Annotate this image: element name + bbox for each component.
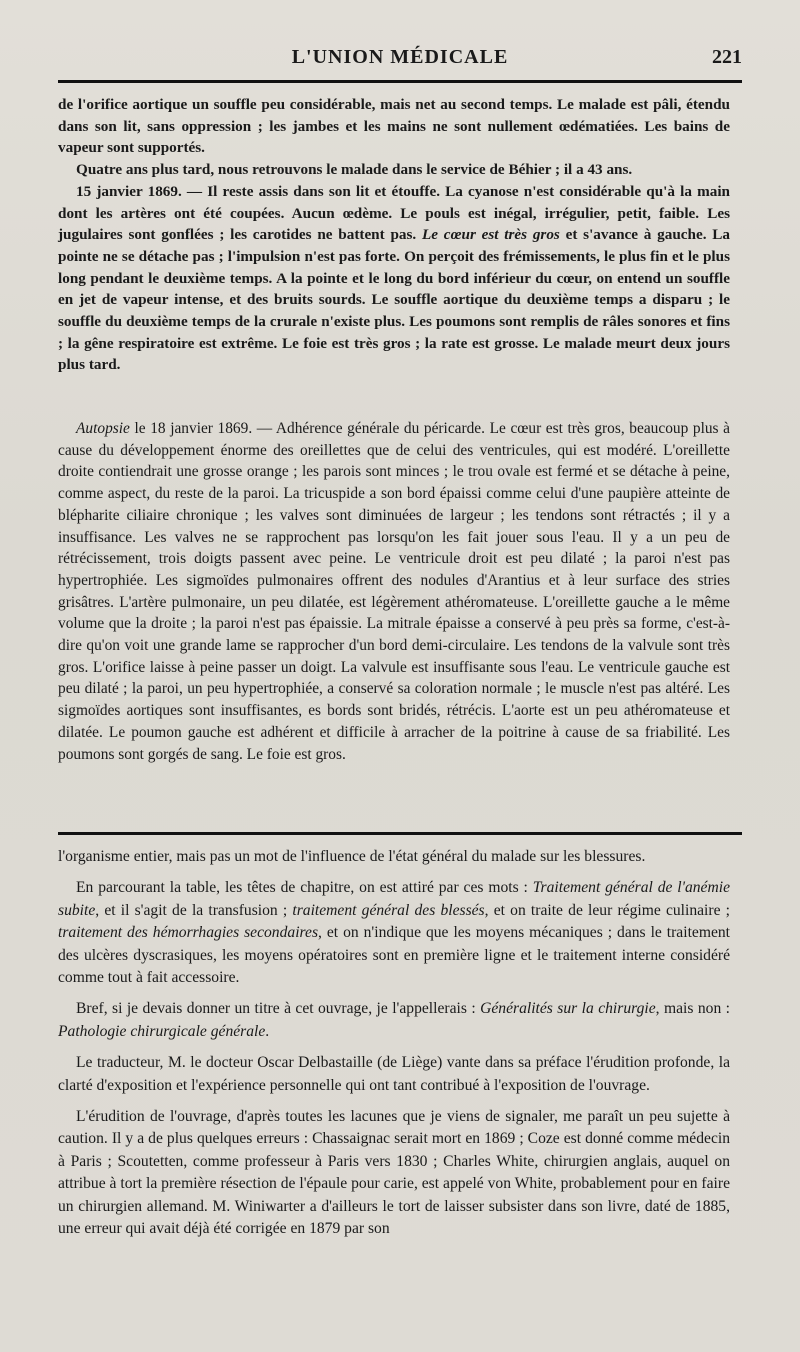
review-text: Bref, si je devais donner un titre à cet ouvrage, je l'appellerais : (76, 1000, 476, 1018)
review-text: . (265, 1022, 270, 1040)
review-emphasis: traitement des hémorrhagies secondaires (58, 924, 319, 942)
review-text: , et on traite de leur régime culinaire ; (484, 901, 731, 919)
review-text: , et on n'indique que les moyens mécaniques ; dans le traitement des ulcères dyscrasiques, les moyens opératoires sont en première ligne et le traitement interne considéré comme tout à fait accessoire. (58, 924, 730, 987)
autopsy-text: le 18 janvier 1869. — Adhérence générale du péricarde. Le cœur est très gros, beaucoup plus à cause du développement énorme des oreillettes que de celui des ventricules, qui est modéré. L'oreillette droite contiendrait une grosse orange ; les parois sont minces ; le trou ovale est fermé et se détache à peine, comme aspect, du reste de la paroi. La tricuspide a son bord épaissi comme celui d'une paupière atteinte de blépharite ciliaire chronique ; les valves sont diminuées de largeur ; les tendons sont rétractés ; il y a insuffisance. Les valves ne se rapprochent pas lorsqu'on les fait jouer sous l'eau. Il y a un peu de rétrécissement, trois doigts passent avec peine. Le ventricule droit est peu dilaté ; la paroi n'est pas hypertrophiée. Les sigmoïdes pulmonaires offrent des nodules d'Arantius et à leur surface des stries grisâtres. L'artère pulmonaire, un peu dilatée, est légèrement athéromateuse. L'oreillette gauche a le même volume que la droite ; la paroi n'est pas épaissie. La mitrale épaisse a conservé à peu près sa forme, c'est-à-dire qu'on voit une grande lame se rapprocher d'un bord demi-circulaire. Les tendons de la valvule sont très gros. L'orifice laisse à peine passer un doigt. La valvule est insuffisante sous l'eau. Le ventricule gauche est peu dilaté ; la paroi, un peu hypertrophiée, a conservé sa coloration normale ; le muscle n'est pas altéré. Les sigmoïdes aortiques sont insuffisantes, es bords sont bridés, rétrécis. L'aorte est un peu athéromateuse et dilatée. Le poumon gauche est adhérent et difficile à arracher de la poitrine à cause de sa friabilité. Les poumons sont gorgés de sang. Le foie est gros. (58, 420, 730, 763)
case-text: 15 janvier 1869. — Il reste assis dans son lit et étouffe. La cyanose n'est considérable qu'à la main dont les artères ont été coupées. Aucun œdème. Le pouls est inégal, irrégulier, petit, faible. Les jugulaires sont gonflées ; les carotides ne battent pas. (58, 182, 730, 244)
review-paragraph: L'érudition de l'ouvrage, d'après toutes les lacunes que je viens de signaler, me paraît un peu sujette à caution. Il y a de plus quelques erreurs : Chassaignac serait mort en 1869 ; Coze est donné comme médecin à Paris ; Scoutetten, comme professeur à Paris vers 1830 ; Charles White, chirurgien anglais, auquel on attribue à tort la première résection de l'épaule pour carie, est appelé von White, probablement pour en faire un chirurgien allemand. M. Winiwarter a d'ailleurs le tort de laisser subsister dans son livre, daté de 1885, une erreur qui avait déjà été corrigée en 1879 par son (58, 1108, 730, 1238)
section-divider-rule (58, 832, 742, 835)
review-paragraph: Le traducteur, M. le docteur Oscar Delbastaille (de Liège) vante dans sa préface l'érudition profonde, la clarté d'exposition et l'expérience personnelle qui ont tant contribué à l'exposition de l'ouvrage. (58, 1054, 730, 1094)
review-text: , et il s'agit de la transfusion ; (95, 901, 288, 919)
page-number: 221 (712, 46, 742, 68)
review-paragraph: l'organisme entier, mais pas un mot de l'influence de l'état général du malade sur les blessures. (58, 848, 646, 865)
running-title: L'UNION MÉDICALE (291, 46, 509, 68)
review-text: En parcourant la table, les têtes de chapitre, on est attiré par ces mots : (76, 879, 528, 897)
review-emphasis: Traitement général de l'anémie subite (58, 879, 730, 919)
case-text: et s'avance à gauche. La pointe ne se détache pas ; l'impulsion n'est pas forte. On perçoit des frémissements, le plus fin et le plus long pendant le deuxième temps. A la pointe et le long du bord inférieur du cœur, on entend un souffle en jet de vapeur intense, et des bruits sourds. Le souffle aortique du deuxième temps a disparu ; le souffle du deuxième temps de la crurale n'existe plus. Les poumons sont remplis de râles sonores et fins ; la gêne respiratoire est extrême. Le foie est très gros ; la rate est grosse. Le malade meurt deux jours plus tard. (58, 226, 731, 374)
review-emphasis: traitement général des blessés (292, 901, 485, 919)
review-emphasis: Généralités sur la chirurgie (480, 1000, 656, 1018)
case-emphasis: Le cœur est très gros (422, 226, 560, 244)
autopsy-paragraph (58, 418, 730, 765)
case-report (58, 94, 730, 376)
header-rule (58, 80, 742, 83)
review-paragraph (58, 998, 730, 1043)
autopsy-section (58, 418, 730, 765)
review-emphasis: Pathologie chirurgicale générale (58, 1022, 266, 1040)
page-header (58, 40, 742, 76)
autopsy-label: Autopsie (76, 420, 130, 437)
case-paragraph: de l'orifice aortique un souffle peu considérable, mais net au second temps. Le malade est pâli, étendu dans son lit, sans oppression ; les jambes et les mains ne sont nullement œdématiées. Les bains de vapeur sont supportés. (58, 96, 730, 157)
case-paragraph: Quatre ans plus tard, nous retrouvons le malade dans le service de Béhier ; il a 43 ans. (76, 161, 633, 179)
case-paragraph (58, 181, 730, 376)
review-text: , mais non : (655, 1000, 730, 1018)
book-review (58, 846, 730, 1250)
review-paragraph (58, 877, 730, 989)
